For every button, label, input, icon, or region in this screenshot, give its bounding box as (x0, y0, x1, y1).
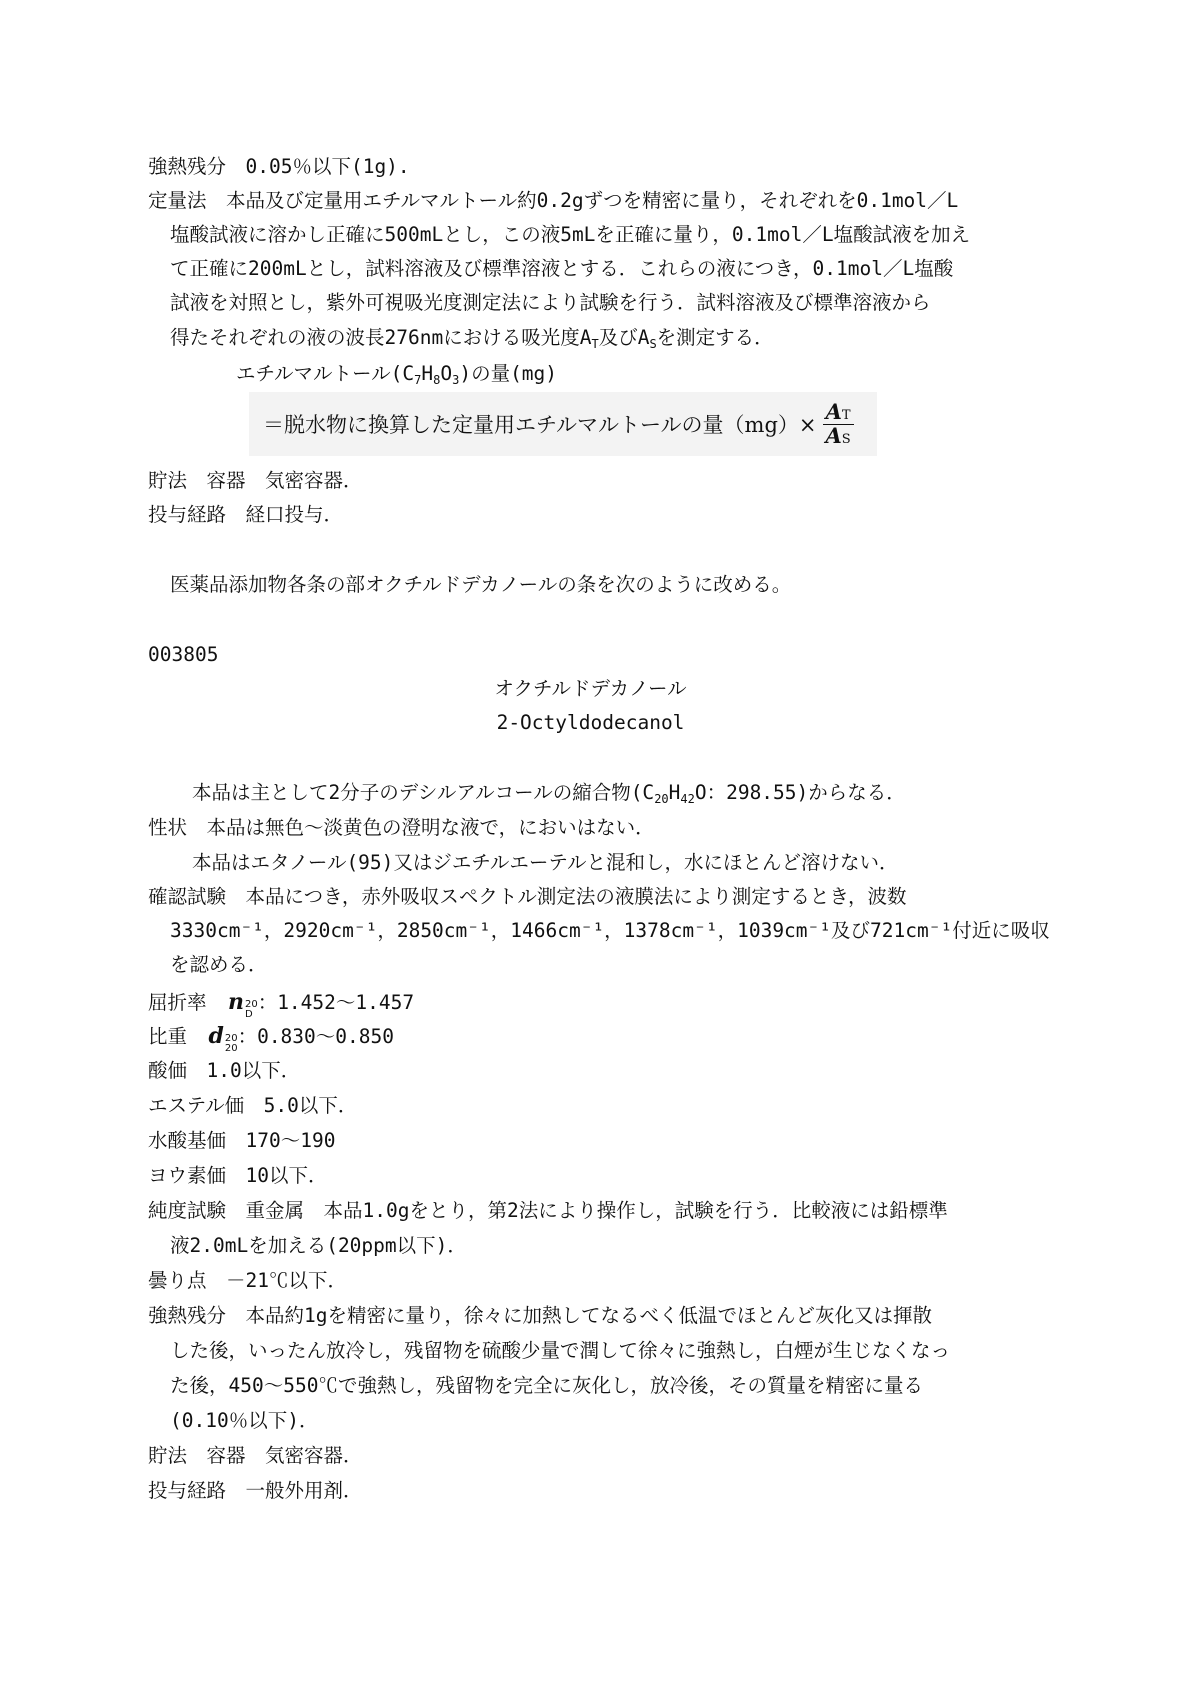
formula-label: エチルマルトール$(C_7H_8O_3)$の量(mg) (236, 362, 558, 387)
identification-line-2: 3330cm⁻¹，2920cm⁻¹，2850cm⁻¹，1466cm⁻¹，1378cm⁻¹，1039cm⁻¹及び721cm⁻¹付近に吸収 (170, 919, 1050, 942)
formula-text: ＝脱水物に換算した定量用エチルマルトールの量（mg）× (263, 413, 817, 437)
ignition-line-3: た後，450～550℃で強熱し，残留物を完全に灰化し，放冷後，その質量を精密に量る (170, 1374, 923, 1397)
iodine-value: ヨウ素価 10以下． (148, 1164, 328, 1187)
identification-line-1: 確認試験 本品につき，赤外吸収スペクトル測定法の液膜法により測定するとき，波数 (148, 885, 907, 908)
assay-line-3: て正確に200mLとし，試料溶液及び標準溶液とする．これらの液につき，0.1mol／L塩酸 (170, 257, 954, 280)
ignition-line-4: (0.10％以下)． (170, 1409, 319, 1432)
storage-1: 貯法 容器 気密容器． (148, 469, 363, 492)
cloud-point: 曇り点 －21℃以下． (148, 1269, 347, 1292)
monograph-title-en: 2-Octyldodecanol (496, 711, 685, 734)
formula-fraction: $\frac{AT}{AS}$ (822, 401, 853, 446)
assay-line-5: 得たそれぞれの液の波長276nmにおける吸光度$A_T$及び$A_S$を測定する． (170, 326, 774, 351)
hydroxyl-value: 水酸基価 170～190 (148, 1129, 336, 1152)
identification-line-3: を認める． (170, 953, 268, 976)
residue-on-ignition: 強熱残分 0.05％以下(1g). (148, 155, 410, 178)
description-2: 本品はエタノール(95)又はジエチルエーテルと混和し，水にほとんど溶けない． (192, 851, 899, 874)
assay-line-4: 試液を対照とし，紫外可視吸光度測定法により試験を行う．試料溶液及び標準溶液から (170, 291, 931, 314)
refractive-index: 屈折率 n 20 D ：1.452～1.457 (148, 989, 415, 1020)
ignition-line-2: した後，いったん放冷し，残留物を硫酸少量で潤して徐々に強熱し，白煙が生じなくなっ (170, 1339, 951, 1362)
monograph-code: 003805 (148, 643, 219, 666)
monograph-intro: 本品は主として2分子のデシルアルコールの縮合物($C_{20}H_{42}O$：298.55)からなる． (192, 781, 906, 806)
acid-value: 酸価 1.0以下． (148, 1059, 301, 1082)
storage-2: 貯法 容器 気密容器． (148, 1444, 363, 1467)
assay-line-1: 定量法 本品及び定量用エチルマルトール約0.2gずつを精密に量り，それぞれを0.1mol／L (148, 189, 959, 212)
specific-gravity: 比重 d 20 20 ：0.830～0.850 (148, 1023, 394, 1054)
amendment-notice: 医薬品添加物各条の部オクチルドデカノールの条を次のように改める。 (170, 573, 792, 596)
route-2: 投与経路 一般外用剤． (148, 1479, 363, 1502)
ignition-line-1: 強熱残分 本品約1gを精密に量り，徐々に加熱してなるべく低温でほとんど灰化又は揮散 (148, 1304, 932, 1327)
route-1: 投与経路 経口投与． (148, 503, 344, 526)
assay-line-2: 塩酸試液に溶かし正確に500mLとし，この液5mLを正確に量り，0.1mol／L塩酸試液を加え (170, 223, 971, 246)
purity-line-2: 液2.0mLを加える(20ppm以下)． (170, 1234, 467, 1257)
ester-value: エステル価 5.0以下． (148, 1094, 358, 1117)
monograph-title-jp: オクチルドデカノール (494, 677, 687, 700)
description: 性状 本品は無色～淡黄色の澄明な液で，においはない． (148, 816, 655, 839)
assay-formula (249, 392, 877, 456)
purity-line-1: 純度試験 重金属 本品1.0gをとり，第2法により操作し，試験を行う．比較液には鉛標準 (148, 1199, 948, 1222)
